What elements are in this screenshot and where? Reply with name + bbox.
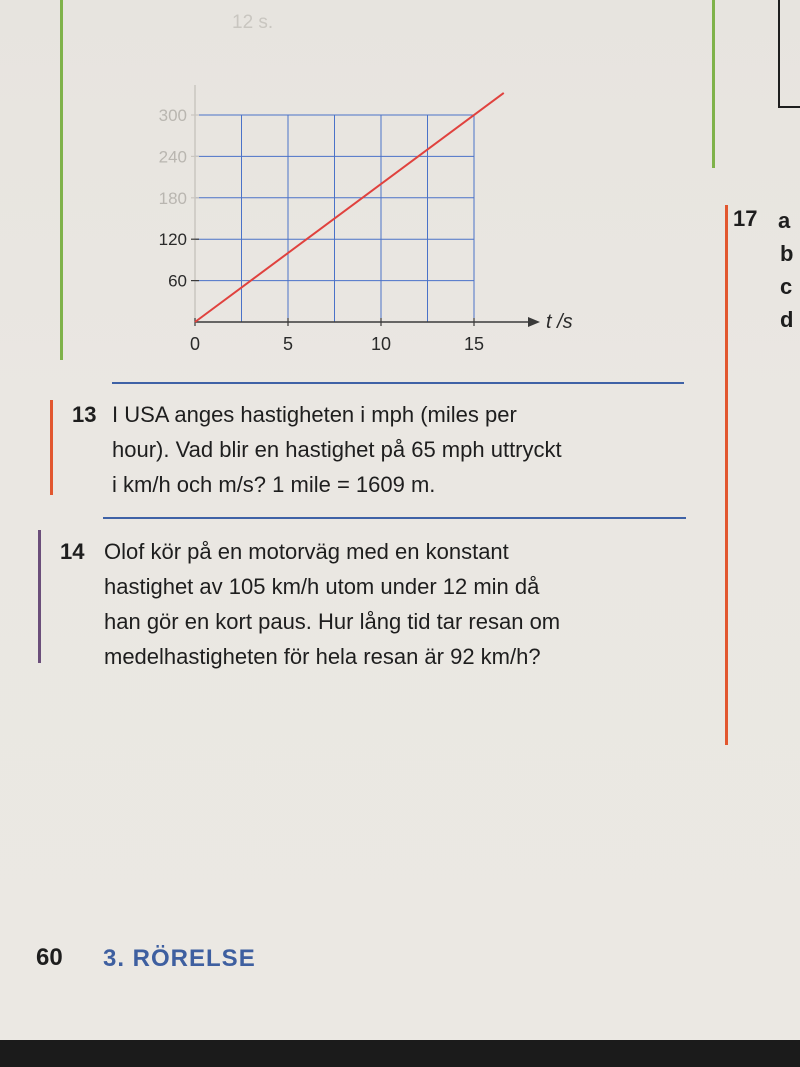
velocity-graph	[140, 80, 580, 360]
problem-17-part: c	[780, 274, 793, 299]
y-tick-label: 120	[158, 230, 187, 250]
y-tick-label: 60	[168, 271, 187, 291]
problem-14	[60, 534, 560, 674]
problem-number: 14	[60, 539, 85, 564]
problem-text-line: Olof kör på en motorväg med en konstant	[104, 539, 509, 564]
y-tick-label: 240	[158, 147, 187, 167]
page-number: 60	[36, 944, 63, 971]
problem-17-part: d	[780, 307, 794, 332]
x-tick-label: 0	[189, 334, 201, 354]
problem-13-rule	[50, 400, 53, 495]
y-tick-label: 180	[158, 188, 187, 208]
right-green-rule	[712, 0, 715, 168]
problem-17-part: a	[778, 208, 791, 233]
problem-17-number: 17	[733, 206, 758, 231]
y-tick-label: 300	[158, 106, 187, 125]
x-tick-label: 10	[370, 334, 392, 354]
problem-text-line: medelhastigheten för hela resan är 92 km/h?	[104, 644, 541, 669]
top-right-figure-edge	[778, 0, 800, 108]
problem-text-line: hastighet av 105 km/h utom under 12 min då	[104, 574, 540, 599]
problem-text-line: han gör en kort paus. Hur lång tid tar resan om	[104, 609, 561, 634]
book-edge-shadow	[0, 1040, 800, 1067]
problem-text-line: hour). Vad blir en hastighet på 65 mph uttryckt	[112, 437, 562, 462]
problem-text-line: i km/h och m/s? 1 mile = 1609 m.	[112, 472, 436, 497]
separator-above-14	[103, 517, 686, 519]
x-axis-label: t /s	[546, 311, 573, 333]
x-tick-label: 15	[463, 334, 485, 354]
problem-13	[72, 397, 562, 502]
problem-14-rule	[38, 530, 41, 663]
chapter-title: 3. RÖRELSE	[103, 945, 256, 972]
x-tick-label: 5	[282, 334, 294, 354]
top-faded-text: 12 s.	[232, 12, 274, 33]
problem-text-line: I USA anges hastigheten i mph (miles per	[112, 402, 517, 427]
x-axis-arrow	[528, 317, 540, 327]
separator-above-13	[112, 382, 684, 384]
chart-svg	[140, 80, 580, 360]
right-orange-rule	[725, 205, 728, 745]
left-green-rule	[60, 0, 63, 360]
problem-number: 13	[72, 402, 97, 427]
problem-17-part: b	[780, 241, 794, 266]
